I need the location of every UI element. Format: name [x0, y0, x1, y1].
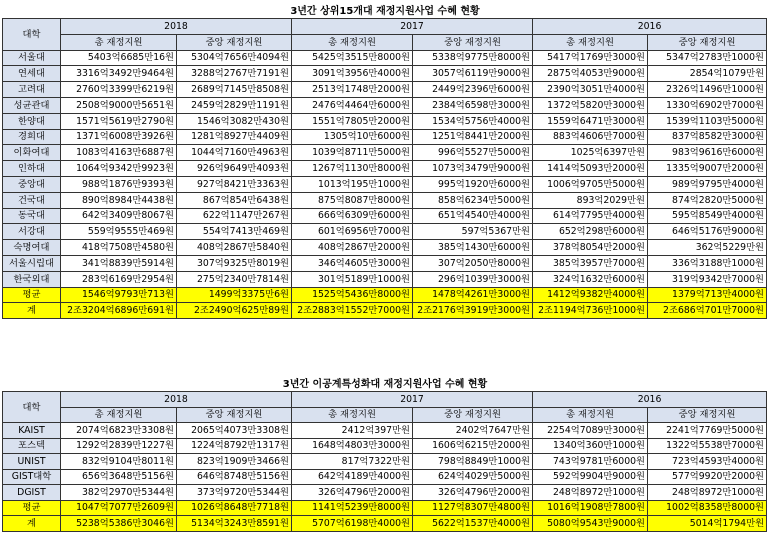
table-row	[3, 82, 767, 98]
university-name: 서울대	[3, 50, 61, 66]
amount-cell: 324억1632만6000원	[533, 271, 648, 287]
amount-cell: 1281억8927만4409원	[177, 129, 292, 145]
amount-cell: 5622억1537만4000원	[413, 516, 533, 532]
amount-cell: 2384억6598만3000원	[413, 97, 533, 113]
amount-cell: 2459억2829만1191원	[177, 97, 292, 113]
amount-cell: 2390억3051만4000원	[533, 82, 648, 98]
amount-cell: 336억3188만1000원	[648, 255, 767, 271]
amount-cell: 1499억3375만6원	[177, 287, 292, 303]
amount-cell: 1340억360만1000원	[533, 438, 648, 454]
amount-cell: 2065억4073만3308원	[177, 423, 292, 439]
university-name: 서강대	[3, 224, 61, 240]
year-header: 2017	[292, 392, 533, 408]
amount-cell: 1073억3479만9000원	[413, 161, 533, 177]
total-label: 계	[3, 303, 61, 319]
year-header: 2016	[533, 392, 767, 408]
amount-cell: 2326억1496만1000원	[648, 82, 767, 98]
table-row	[3, 224, 767, 240]
amount-cell: 642억3409만8067원	[61, 208, 177, 224]
amount-cell: 5238억5386만3046원	[61, 516, 177, 532]
table-row	[3, 50, 767, 66]
amount-cell: 652억298만6000원	[533, 224, 648, 240]
table-row	[3, 454, 767, 470]
amount-cell: 362억5229만원	[648, 240, 767, 256]
table-row	[3, 271, 767, 287]
amount-cell: 858억6234만5000원	[413, 192, 533, 208]
amount-cell: 307억9325만8019원	[177, 255, 292, 271]
university-name: 한국외대	[3, 271, 61, 287]
average-row	[3, 287, 767, 303]
amount-cell: 2875억4053만9000원	[533, 66, 648, 82]
amount-cell: 1412억9382만4000원	[533, 287, 648, 303]
central-support-header: 중앙 재정지원	[177, 34, 292, 50]
amount-cell: 301억5189만1000원	[292, 271, 413, 287]
university-name: 성균관대	[3, 97, 61, 113]
amount-cell: 2조3204억6896만691원	[61, 303, 177, 319]
central-support-header: 중앙 재정지원	[413, 34, 533, 50]
amount-cell: 2조686억701만7000원	[648, 303, 767, 319]
total-support-header: 총 재정지원	[61, 34, 177, 50]
amount-cell: 1478억4261만3000원	[413, 287, 533, 303]
amount-cell: 2조2883억1552만7000원	[292, 303, 413, 319]
amount-cell: 1546억9793만713원	[61, 287, 177, 303]
amount-cell: 646억5176만9000원	[648, 224, 767, 240]
amount-cell: 5417억1769만3000원	[533, 50, 648, 66]
table2	[2, 391, 767, 532]
amount-cell: 3316억3492만9464원	[61, 66, 177, 82]
amount-cell: 408억2867만2000원	[292, 240, 413, 256]
amount-cell: 983억9616만6000원	[648, 145, 767, 161]
amount-cell: 2760억3399만6219원	[61, 82, 177, 98]
amount-cell: 1559억6471만3000원	[533, 113, 648, 129]
amount-cell: 1006억9705만5000원	[533, 176, 648, 192]
amount-cell: 1127억8307만4800원	[413, 500, 533, 516]
average-label: 평균	[3, 287, 61, 303]
amount-cell: 656억3648만5156원	[61, 469, 177, 485]
amount-cell: 1571억5619만2790원	[61, 113, 177, 129]
central-support-header: 중앙 재정지원	[648, 34, 767, 50]
table-row	[3, 192, 767, 208]
amount-cell: 1551억7805만2000원	[292, 113, 413, 129]
amount-cell: 1025억6397만원	[533, 145, 648, 161]
amount-cell: 378억8054만2000원	[533, 240, 648, 256]
amount-cell: 248억8972만1000원	[648, 485, 767, 501]
amount-cell: 1047억7077만2609원	[61, 500, 177, 516]
amount-cell: 1371억6008만3926원	[61, 129, 177, 145]
amount-cell: 326억4796만2000원	[292, 485, 413, 501]
year-header-row	[3, 392, 767, 408]
amount-cell: 275억2340만7814원	[177, 271, 292, 287]
table-row	[3, 113, 767, 129]
amount-cell: 2조2176억3919만3000원	[413, 303, 533, 319]
amount-cell: 1546억3082만430원	[177, 113, 292, 129]
amount-cell: 296억1039만3000원	[413, 271, 533, 287]
table-row	[3, 145, 767, 161]
amount-cell: 1224억8792만1317원	[177, 438, 292, 454]
amount-cell: 2854억1079만원	[648, 66, 767, 82]
university-name: 이화여대	[3, 145, 61, 161]
amount-cell: 624억4029만5000원	[413, 469, 533, 485]
amount-cell: 559억9555만469원	[61, 224, 177, 240]
amount-cell: 1414억5093만2000원	[533, 161, 648, 177]
amount-cell: 651억4540만4000원	[413, 208, 533, 224]
table1	[2, 18, 767, 319]
amount-cell: 2449억2396만6000원	[413, 82, 533, 98]
amount-cell: 5338억9775만8000원	[413, 50, 533, 66]
amount-cell: 1044억7160만4963원	[177, 145, 292, 161]
university-name: 동국대	[3, 208, 61, 224]
amount-cell: 346억4605만3000원	[292, 255, 413, 271]
total-row	[3, 516, 767, 532]
amount-cell: 5347억2783만1000원	[648, 50, 767, 66]
amount-cell: 595억8549만4000원	[648, 208, 767, 224]
amount-cell: 996억5527만5000원	[413, 145, 533, 161]
university-name: 숙명여대	[3, 240, 61, 256]
amount-cell: 867억854만6438원	[177, 192, 292, 208]
amount-cell: 622억1147만267원	[177, 208, 292, 224]
amount-cell: 5403억6685만16원	[61, 50, 177, 66]
university-header: 대학	[3, 392, 61, 423]
university-name: UNIST	[3, 454, 61, 470]
amount-cell: 5707억6198만4000원	[292, 516, 413, 532]
amount-cell: 1534억5756만4000원	[413, 113, 533, 129]
university-name: DGIST	[3, 485, 61, 501]
average-row	[3, 500, 767, 516]
total-support-header: 총 재정지원	[292, 34, 413, 50]
amount-cell: 418억7508만4580원	[61, 240, 177, 256]
amount-cell: 666억6309만6000원	[292, 208, 413, 224]
central-support-header: 중앙 재정지원	[413, 407, 533, 423]
amount-cell: 723억4593만4000원	[648, 454, 767, 470]
amount-cell: 554억7413만469원	[177, 224, 292, 240]
amount-cell: 1379억713만4000원	[648, 287, 767, 303]
amount-cell: 5134억3243만8591원	[177, 516, 292, 532]
amount-cell: 646억8748만5156원	[177, 469, 292, 485]
amount-cell: 743억9781만6000원	[533, 454, 648, 470]
amount-cell: 2254억7089만3000원	[533, 423, 648, 439]
amount-cell: 989억9795만4000원	[648, 176, 767, 192]
amount-cell: 5425억3515만8000원	[292, 50, 413, 66]
year-header: 2016	[533, 19, 767, 35]
amount-cell: 2074억6823만3308원	[61, 423, 177, 439]
amount-cell: 597억5367만원	[413, 224, 533, 240]
university-name: 중앙대	[3, 176, 61, 192]
amount-cell: 926억9649만4093원	[177, 161, 292, 177]
amount-cell: 307억2050만8000원	[413, 255, 533, 271]
amount-cell: 1039억8711만5000원	[292, 145, 413, 161]
amount-cell: 2조1194억736만1000원	[533, 303, 648, 319]
amount-cell: 2513억1748만2000원	[292, 82, 413, 98]
table-row	[3, 161, 767, 177]
total-support-header: 총 재정지원	[61, 407, 177, 423]
amount-cell: 1251억8441만2000원	[413, 129, 533, 145]
amount-cell: 341억8839만5914원	[61, 255, 177, 271]
table1-title: 3년간 상위15개대 재정지원사업 수혜 현황	[290, 6, 480, 17]
amount-cell: 1539억1103만5000원	[648, 113, 767, 129]
subheader-row	[3, 407, 767, 423]
university-name: 경희대	[3, 129, 61, 145]
amount-cell: 1330억6902만7000원	[648, 97, 767, 113]
amount-cell: 874억2820만5000원	[648, 192, 767, 208]
amount-cell: 2조2490억625만89원	[177, 303, 292, 319]
year-header-row	[3, 19, 767, 35]
amount-cell: 5014억1794만원	[648, 516, 767, 532]
amount-cell: 1525억5436만8000원	[292, 287, 413, 303]
amount-cell: 5304억7656만4094원	[177, 50, 292, 66]
subheader-row	[3, 34, 767, 50]
amount-cell: 248억8972만1000원	[533, 485, 648, 501]
amount-cell: 1606억6215만2000원	[413, 438, 533, 454]
university-name: 서울시립대	[3, 255, 61, 271]
table-row	[3, 255, 767, 271]
table2-title: 3년간 이공계특성화대 재정지원사업 수혜 현황	[282, 379, 488, 390]
amount-cell: 319억9342만7000원	[648, 271, 767, 287]
amount-cell: 1292억2839만1227원	[61, 438, 177, 454]
amount-cell: 837억8582만3000원	[648, 129, 767, 145]
total-support-header: 총 재정지원	[533, 407, 648, 423]
central-support-header: 중앙 재정지원	[648, 407, 767, 423]
university-name: 한양대	[3, 113, 61, 129]
amount-cell: 614억7795만4000원	[533, 208, 648, 224]
university-name: 고려대	[3, 82, 61, 98]
table-row	[3, 485, 767, 501]
amount-cell: 642억4189만4000원	[292, 469, 413, 485]
amount-cell: 592억9904만9000원	[533, 469, 648, 485]
amount-cell: 1372억5820만3000원	[533, 97, 648, 113]
amount-cell: 798억8849만1000원	[413, 454, 533, 470]
table-row	[3, 240, 767, 256]
table-row	[3, 129, 767, 145]
amount-cell: 890억8984만4438원	[61, 192, 177, 208]
amount-cell: 385억3957만7000원	[533, 255, 648, 271]
amount-cell: 883억4606만7000원	[533, 129, 648, 145]
university-name: KAIST	[3, 423, 61, 439]
amount-cell: 817억7322만원	[292, 454, 413, 470]
amount-cell: 1083억4163만6887원	[61, 145, 177, 161]
amount-cell: 875억8087만8000원	[292, 192, 413, 208]
amount-cell: 3288억2767만7191원	[177, 66, 292, 82]
amount-cell: 577억9920만2000원	[648, 469, 767, 485]
total-row	[3, 303, 767, 319]
amount-cell: 1305억10만6000원	[292, 129, 413, 145]
year-header: 2018	[61, 392, 292, 408]
year-header: 2018	[61, 19, 292, 35]
amount-cell: 1267억1130만8000원	[292, 161, 413, 177]
amount-cell: 601억6956만7000원	[292, 224, 413, 240]
amount-cell: 1648억4803만3000원	[292, 438, 413, 454]
amount-cell: 1013억195만1000원	[292, 176, 413, 192]
table-row	[3, 208, 767, 224]
university-header: 대학	[3, 19, 61, 51]
table-row	[3, 66, 767, 82]
amount-cell: 995억1920만6000원	[413, 176, 533, 192]
table-row	[3, 469, 767, 485]
amount-cell: 326억4796만2000원	[413, 485, 533, 501]
amount-cell: 382억2970만5344원	[61, 485, 177, 501]
amount-cell: 927억8421만3363원	[177, 176, 292, 192]
amount-cell: 2508억9000만5651원	[61, 97, 177, 113]
amount-cell: 1002억8358만8000원	[648, 500, 767, 516]
amount-cell: 2402억7647만원	[413, 423, 533, 439]
university-name: 포스텍	[3, 438, 61, 454]
amount-cell: 1016억1908만7800원	[533, 500, 648, 516]
amount-cell: 3091억3956만4000원	[292, 66, 413, 82]
amount-cell: 1026억8648만7718원	[177, 500, 292, 516]
central-support-header: 중앙 재정지원	[177, 407, 292, 423]
amount-cell: 283억6169만2954원	[61, 271, 177, 287]
amount-cell: 3057억6119만9000원	[413, 66, 533, 82]
average-label: 평균	[3, 500, 61, 516]
total-support-header: 총 재정지원	[292, 407, 413, 423]
amount-cell: 988억1876만9393원	[61, 176, 177, 192]
amount-cell: 5080억9543만9000원	[533, 516, 648, 532]
amount-cell: 2476억4464만6000원	[292, 97, 413, 113]
amount-cell: 2689억7145만8508원	[177, 82, 292, 98]
table-row	[3, 438, 767, 454]
amount-cell: 1064억9342만9923원	[61, 161, 177, 177]
table-row	[3, 97, 767, 113]
amount-cell: 1335억9007만2000원	[648, 161, 767, 177]
amount-cell: 1141억5239만8000원	[292, 500, 413, 516]
university-name: 건국대	[3, 192, 61, 208]
amount-cell: 1322억5538만7000원	[648, 438, 767, 454]
university-name: GIST대학	[3, 469, 61, 485]
amount-cell: 832억9104만8011원	[61, 454, 177, 470]
amount-cell: 2241억7769만5000원	[648, 423, 767, 439]
table-row	[3, 423, 767, 439]
university-name: 인하대	[3, 161, 61, 177]
total-label: 계	[3, 516, 61, 532]
total-support-header: 총 재정지원	[533, 34, 648, 50]
university-name: 연세대	[3, 66, 61, 82]
amount-cell: 408억2867만5840원	[177, 240, 292, 256]
amount-cell: 2412억397만원	[292, 423, 413, 439]
table-row	[3, 176, 767, 192]
amount-cell: 893억2029만원	[533, 192, 648, 208]
amount-cell: 373억9720만5344원	[177, 485, 292, 501]
year-header: 2017	[292, 19, 533, 35]
amount-cell: 823억1909만3466원	[177, 454, 292, 470]
amount-cell: 385억1430만6000원	[413, 240, 533, 256]
